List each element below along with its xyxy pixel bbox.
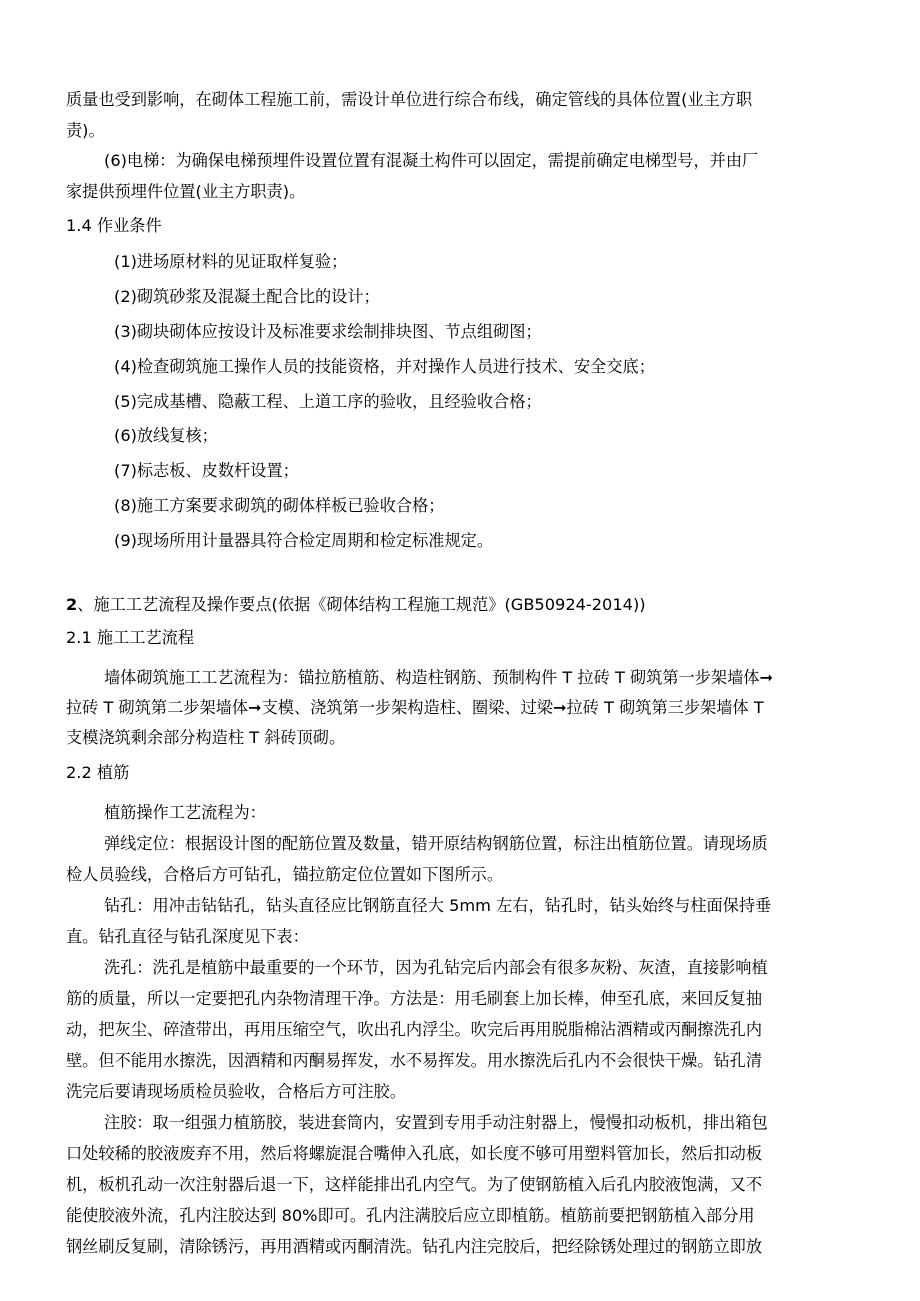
text-line: 支模浇筑剩余部分构造柱 T 斜砖顶砌。 bbox=[66, 728, 346, 747]
text-line: 检人员验线，合格后方可钻孔，锚拉筋定位位置如下图所示。 bbox=[66, 865, 504, 884]
text-line: 注胶：取一组强力植筋胶，装进套筒内，安置到专用手动注射器上，慢慢扣动板机，排出箱包 bbox=[104, 1113, 768, 1132]
list-item: (3)砌块砌体应按设计及标准要求绘制排块图、节点组砌图； bbox=[114, 322, 542, 341]
text-line: 动，把灰尘、碎渣带出，再用压缩空气，吹出孔内浮尘。吹完后再用脱脂棉沾酒精或丙酮擦洗孔内 bbox=[66, 1020, 763, 1039]
text-line: 机，板机孔动一次注射器后退一下，这样能排出孔内空气。为了使钢筋植入后孔内胶液饱满，又不 bbox=[66, 1175, 763, 1194]
text-line: 洗孔：洗孔是植筋中最重要的一个环节，因为孔钻完后内部会有很多灰粉、灰渣，直接影响植 bbox=[104, 958, 768, 977]
list-item: (2)砌筑砂浆及混凝土配合比的设计； bbox=[114, 287, 380, 306]
text-line: 质量也受到影响，在砌体工程施工前，需设计单位进行综合布线，确定管线的具体位置(业主方职 bbox=[66, 90, 753, 109]
list-item: (9)现场所用计量器具符合检定周期和检定标准规定。 bbox=[114, 531, 494, 550]
text-line: 责)。 bbox=[66, 121, 105, 140]
text-line: 钢丝刷反复刷，清除锈污，再用酒精或丙酮清洗。钻孔内注完胶后，把经除锈处理过的钢筋立即放 bbox=[66, 1237, 763, 1256]
text-line: (6)电梯：为确保电梯预埋件设置位置有混凝土构件可以固定，需提前确定电梯型号，并由厂 bbox=[104, 151, 759, 170]
section-heading: 2.2 植筋 bbox=[66, 763, 130, 782]
section-heading: 2.1 施工工艺流程 bbox=[66, 628, 195, 647]
chapter-number: 2 bbox=[66, 595, 78, 614]
text-line: 植筋操作工艺流程为： bbox=[104, 803, 266, 822]
section-heading: 1.4 作业条件 bbox=[66, 216, 162, 235]
text-line: 口处较稀的胶液废弃不用，然后将螺旋混合嘴伸入孔底，如长度不够可用塑料管加长，然后扣动板 bbox=[66, 1144, 763, 1163]
text-line: 筋的质量，所以一定要把孔内杂物清理干净。方法是：用毛刷套上加长棒，伸至孔底，来回反复抽 bbox=[66, 989, 763, 1008]
list-item: (4)检查砌筑施工操作人员的技能资格，并对操作人员进行技术、安全交底； bbox=[114, 357, 655, 376]
text-line: 家提供预埋件位置(业主方职责)。 bbox=[66, 182, 306, 201]
text-line: 钻孔：用冲击钻钻孔，钻头直径应比钢筋直径大 5mm 左右，钻孔时，钻头始终与柱面保持垂 bbox=[104, 896, 772, 915]
text-line: 拉砖 T 砌筑第二步架墙体➞支模、浇筑第一步架构造柱、圈梁、过梁➞拉砖 T 砌筑第三步架墙体 T bbox=[66, 698, 764, 717]
chapter-title: 、施工工艺流程及操作要点(依据《砌体结构工程施工规范》(GB50924-2014)) bbox=[77, 595, 646, 614]
list-item: (5)完成基槽、隐蔽工程、上道工序的验收，且经验收合格； bbox=[114, 392, 542, 411]
text-line: 能使胶液外流，孔内注胶达到 80%即可。孔内注满胶后应立即植筋。植筋前要把钢筋植入部分用 bbox=[66, 1206, 755, 1225]
list-item: (1)进场原材料的见证取样复验； bbox=[114, 252, 348, 271]
text-line: 墙体砌筑施工工艺流程为：锚拉筋植筋、构造柱钢筋、预制构件 T 拉砖 T 砌筑第一步架墙体➞ bbox=[104, 668, 774, 687]
list-item: (8)施工方案要求砌筑的砌体样板已验收合格； bbox=[114, 496, 445, 515]
text-line: 直。钻孔直径与钻孔深度见下表： bbox=[66, 927, 309, 946]
text-line: 洗完后要请现场质检员验收，合格后方可注胶。 bbox=[66, 1082, 406, 1101]
chapter-heading bbox=[66, 594, 646, 616]
list-item: (7)标志板、皮数杆设置； bbox=[114, 461, 299, 480]
list-item: (6)放线复核； bbox=[114, 426, 218, 445]
text-line: 弹线定位：根据设计图的配筋位置及数量，错开原结构钢筋位置，标注出植筋位置。请现场质 bbox=[104, 834, 768, 853]
text-line: 壁。但不能用水擦洗，因酒精和丙酮易挥发，水不易挥发。用水擦洗后孔内不会很快干燥。钻孔清 bbox=[66, 1051, 763, 1070]
